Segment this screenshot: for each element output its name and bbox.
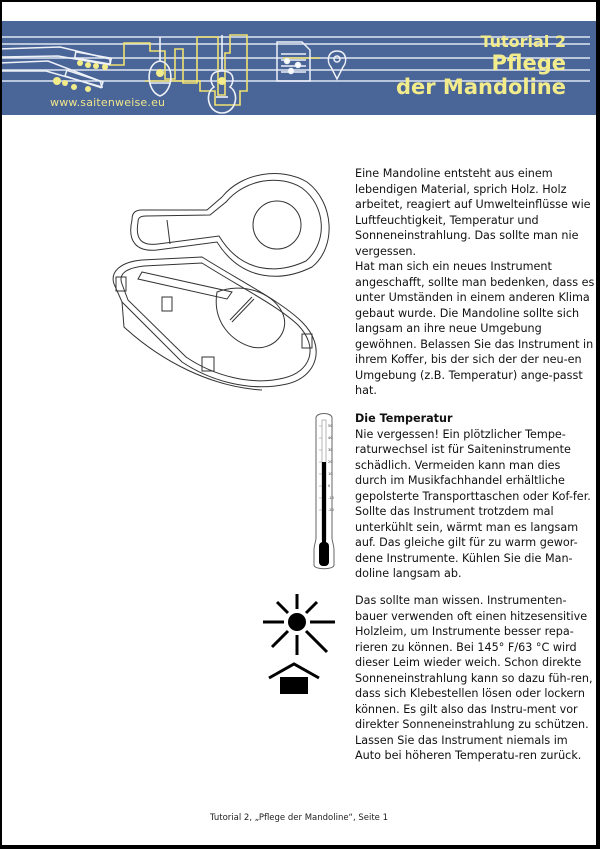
banner-title xyxy=(396,32,566,99)
mercury-column xyxy=(322,462,326,544)
mandolin-case-illustration xyxy=(102,162,342,392)
sunlight-section xyxy=(355,593,595,764)
thermometer-scale-label: -10 xyxy=(328,496,334,500)
page-footer: Tutorial 2, „Pflege der Mandoline“, Seite 1 xyxy=(209,813,389,823)
sheet-music-icon xyxy=(277,42,310,81)
mandolin-icon xyxy=(149,37,171,96)
temperature-paragraph: Nie vergessen! Ein plötzlicher Tempe-raturwechsel ist für Saiteninstrumente schädlich. Vermeiden kann man dies durch im Musikfachhandel erhältliche gepolsterte Transporttaschen oder Kof-fer. Sollte das Instrument trotzdem mal unterkühlt sein, wärmt man es langsam auf. Das gleiche gilt für zu warm gewor-dene Instrumente. Kühlen Sie die Man-doline langsam ab. xyxy=(355,427,591,580)
title-line-2: der Mandoline xyxy=(395,75,566,99)
intro-paragraph-2: Hat man sich ein neues Instrument angeschafft, sollte man bedenken, dass es unter Umständen in einem anderen Klima gebaut wurde. Die Mandoline sollte sich langsam an ihre neue Umgebung gewöhnen. Belassen Sie das Instrument in ihrem Koffer, bis der sich der der neu-en Umgebung (z.B. Temperatur) ange-passt hat. xyxy=(355,260,595,397)
thermometer-icon xyxy=(304,410,344,572)
intro-paragraph-1: Eine Mandoline entsteht aus einem lebendigen Material, sprich Holz. Holz arbeitet, reagiert auf Umwelteinflüsse wie Luftfeuchtigkeit, Temperatur und Sonneneinstrahlung. Das sollte man nie vergessen. xyxy=(355,167,591,258)
tutorial-label: Tutorial 2 xyxy=(480,32,566,51)
thermometer-scale-label: 50 xyxy=(328,424,333,428)
header-banner xyxy=(2,21,596,115)
thermometer-scale-label: 10 xyxy=(328,472,333,476)
guitar-icon xyxy=(208,35,235,113)
intro-section xyxy=(355,166,595,399)
temperature-section xyxy=(355,411,595,582)
thermometer-scale-label: 0 xyxy=(328,484,331,488)
title-line-1: Pflege xyxy=(491,51,566,75)
website-url[interactable]: www.saitenweise.eu xyxy=(50,96,166,109)
temperature-heading: Die Temperatur xyxy=(355,412,453,425)
thermometer-scale-label: 20 xyxy=(328,460,333,464)
document-page xyxy=(2,2,596,845)
protect-from-sunlight-icon xyxy=(257,592,347,697)
house-roof-icon xyxy=(269,664,319,694)
sunlight-paragraph: Das sollte man wissen. Instrumenten-bauer verwenden oft einen hitzesensitive Holzleim, um Instrumente besser repa-rieren zu können. Bei 145° F/63 °C wird dieser Leim wieder weich. Schon direkte Sonneneinstrahlung kann so dazu füh-ren, dass sich Klebestellen lösen oder lockern können. Es gilt also das Instru-ment vor direkter Sonneneinstrahlung zu schützen. Lassen Sie das Instrument niemals im Auto bei höheren Temperatu-ren zurück. xyxy=(355,594,593,762)
mercury-bulb xyxy=(319,542,329,566)
thermometer-scale-label: 40 xyxy=(328,436,333,440)
sun-icon xyxy=(263,594,335,655)
location-pin-icon xyxy=(328,51,345,79)
thermometer-scale-label: 30 xyxy=(328,448,333,452)
thermometer-scale-label: -20 xyxy=(328,508,334,512)
